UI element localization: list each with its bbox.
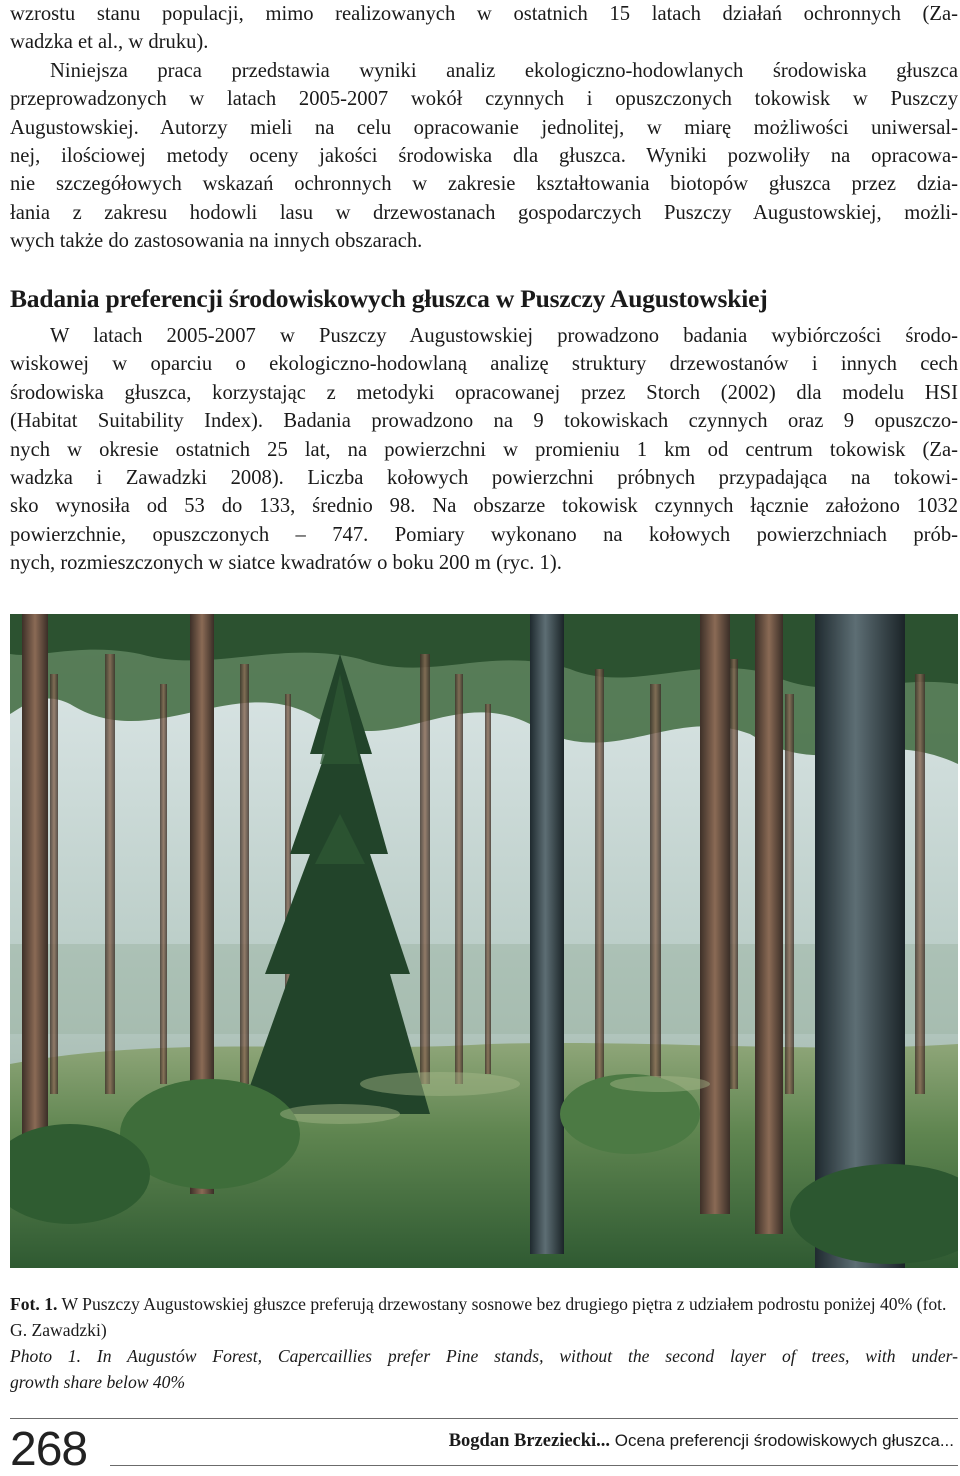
text-line: nych, rozmieszczonych w siatce kwadratów o boku 200 m (ryc. 1). <box>10 552 562 575</box>
text-line: łania z zakresu hodowli lasu w drzewostanach gospodarczych Puszczy Augustowskiej, możli- <box>10 201 958 224</box>
caption-en-line: growth share below 40% <box>10 1372 186 1392</box>
text-line: nie szczegółowych wskazań ochronnych w zakresie kształtowania biotopów głuszca przez dzia- <box>10 173 958 196</box>
text-line: sko wynosiła od 53 do 133, średnio 98. Na obszarze tokowisk czynnych łącznie założono 1032 <box>10 495 958 518</box>
text-line: wadzka i Zawadzki 2008). Liczba kołowych powierzchni próbnych przypadająca na tokowi- <box>10 467 958 490</box>
text-line: W latach 2005-2007 w Puszczy Augustowskiej prowadzono badania wybiórczości środo- <box>50 325 958 347</box>
footer-rule-bottom <box>110 1465 958 1466</box>
text-line: nej, ilościowej metody oceny jakości środowiska dla głuszca. Wyniki pozwoliły na opracowa- <box>10 145 958 168</box>
intro-paragraph <box>10 0 958 256</box>
photo-caption-pl <box>10 1291 958 1343</box>
text-line: wych także do zastosowania na innych obszarach. <box>10 230 423 253</box>
text-line: Niniejsza praca przedstawia wyniki analiz ekologiczno-hodowlanych środowiska głuszca <box>50 59 958 82</box>
text-line: środowiska głuszca, korzystając z metodyki opracowanej przez Storch (2002) dla modelu HSI <box>10 381 958 404</box>
text-line: nych w okresie ostatnich 25 lat, na powierzchni w promieniu 1 km od centrum tokowisk (Za- <box>10 438 958 461</box>
text-line: powierzchnie, opuszczonych – 747. Pomiary wykonano na kołowych powierzchniach prób- <box>10 523 958 546</box>
forest-photo-illustration <box>10 614 958 1268</box>
caption-label: Fot. 1. <box>10 1294 58 1314</box>
running-author: Bogdan Brzeziecki... <box>448 1431 611 1451</box>
page-number: 268 <box>10 1423 88 1476</box>
caption-text-pl: W Puszczy Augustowskiej głuszce preferują drzewostany sosnowe bez drugiego piętra z udziałem podrostu poniżej 40% (fot. G. Zawadzki) <box>10 1294 947 1340</box>
running-header <box>449 1431 954 1452</box>
forest-photo <box>10 614 958 1268</box>
caption-en-line: Photo 1. In Augustów Forest, Capercaillies prefer Pine stands, without the second layer of trees, with under- <box>10 1346 958 1366</box>
text-line: wzrostu stanu populacji, mimo realizowanych w ostatnich 15 latach działań ochronnych (Za- <box>10 3 958 25</box>
text-line: Augustowskiej. Autorzy mieli na celu opracowanie jednolitej, w miarę możliwości uniwersal- <box>10 116 958 139</box>
section-heading: Badania preferencji środowiskowych głuszca w Puszczy Augustowskiej <box>10 284 768 313</box>
text-line: wiskowej w oparciu o ekologiczno-hodowlaną analizę struktury drzewostanów i innych cech <box>10 353 958 376</box>
text-line: wadzka et al., w druku). <box>10 31 209 54</box>
running-title: Ocena preferencji środowiskowych głuszca... <box>610 1431 954 1450</box>
text-line: przeprowadzonych w latach 2005-2007 wokół czynnych i opuszczonych tokowisk w Puszczy <box>10 88 958 111</box>
photo-caption-en <box>10 1343 958 1395</box>
text-line: (Habitat Suitability Index). Badania prowadzono na 9 tokowiskach czynnych oraz 9 opuszczo- <box>10 410 958 433</box>
footer-rule-top <box>10 1418 958 1419</box>
methods-paragraph <box>10 322 958 578</box>
